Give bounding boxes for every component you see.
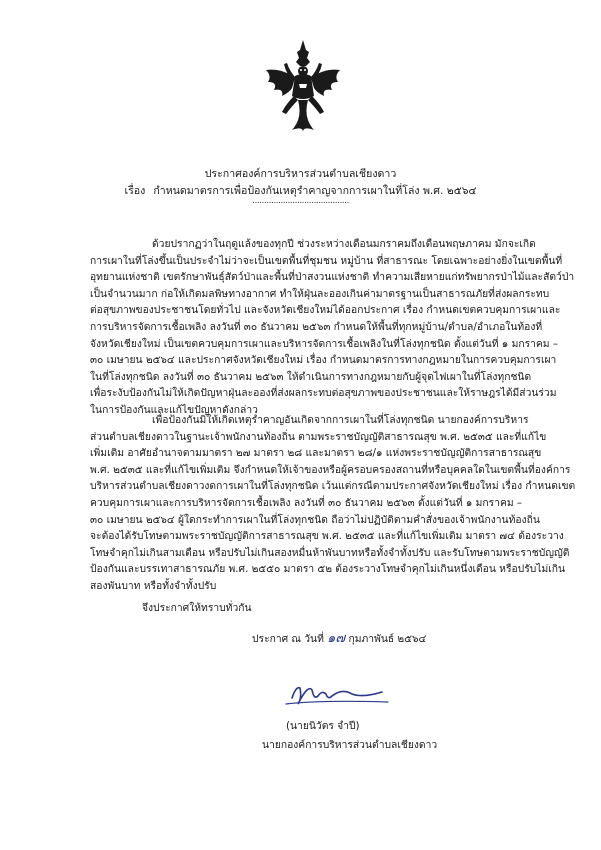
paragraph-line: โทษจำคุกไม่เกินสามเดือน หรือปรับไม่เกินสองหมื่นห้าพันบาทหรือทั้งจำทั้งปรับ และรับโทษตามพระราชบัญญัติ bbox=[90, 546, 570, 559]
paragraph-line: เพื่อป้องกันมิให้เกิดเหตุรำคาญอันเกิดจากการเผาในที่โล่งทุกชนิด นายกองค์การบริหาร bbox=[152, 414, 529, 426]
paragraph-line: เพื่อระงับป้องกันไม่ให้เกิดปัญหาฝุ่นละอองที่ส่งผลกระทบต่อสุขภาพของประชาชนและให้ราษฎรได้มีส่วนร่วม bbox=[90, 387, 557, 400]
paragraph-background bbox=[90, 236, 574, 419]
subject-label: เรื่อง bbox=[124, 185, 146, 197]
paragraph-line: ด้วยปรากฏว่าในฤดูแล้งของทุกปี ช่วงระหว่างเดือนมกราคมถึงเดือนพฤษภาคม มักจะเกิด bbox=[152, 238, 536, 250]
paragraph-line: จังหวัดเชียงใหม่ เป็นเขตควบคุมการเผาและบริหารจัดการเชื้อเพลิงในที่โล่งทุกชนิด ตั้งแต่วันที่ ๑ มกราคม – bbox=[90, 337, 559, 350]
paragraph-line: ป้องกันและบรรเทาสาธารณภัย พ.ศ. ๒๕๕๐ มาตรา ๕๒ ต้องระวางโทษจำคุกไม่เกินหนึ่งเดือน หรือปรับไม่เกิน bbox=[90, 563, 566, 576]
signer-title-text: นายกองค์การบริหารส่วนตำบลเชียงดาว bbox=[262, 739, 438, 751]
paragraph-line: สองพันบาท หรือทั้งจำทั้งปรับ bbox=[90, 579, 217, 592]
closing-statement bbox=[90, 600, 252, 617]
paragraph-measures bbox=[90, 412, 575, 595]
closing-text: จึงประกาศให้ทราบทั่วกัน bbox=[142, 602, 252, 614]
signer-name-text: (นายนิวัตร จำปี) bbox=[286, 720, 360, 732]
paragraph-line: การเผาในที่โล่งขึ้นเป็นประจำไม่ว่าจะเป็นเขตพื้นที่ชุมชน หมู่บ้าน ที่สาธารณะ โดยเฉพาะอย่างยิ่งในเขตพื้นที่ bbox=[90, 254, 563, 267]
paragraph-line: ในการป้องกันและแก้ไขปัญหาดังกล่าว bbox=[90, 403, 258, 416]
title-divider: ......................................... bbox=[252, 196, 349, 206]
paragraph-line: เพิ่มเติม อาศัยอำนาจตามมาตรา ๒๗ มาตรา ๒๘ และมาตรา ๒๘/๑ แห่งพระราชบัญญัติการสาธารณสุข bbox=[90, 447, 542, 460]
dateline-month-year: กุมภาพันธ์ ๒๕๖๔ bbox=[348, 633, 427, 645]
paragraph-line: ส่วนตำบลเชียงดาวในฐานะเจ้าพนักงานท้องถิ่น ตามพระราชบัญญัติสาธารณสุข พ.ศ. ๒๕๓๕ และที่แก้ไข bbox=[90, 430, 547, 443]
paragraph-line: จะต้องได้รับโทษตามพระราชบัญญัติการสาธารณสุข พ.ศ. ๒๕๓๕ และที่แก้ไขเพิ่มเติม มาตรา ๗๔ ต้องระวาง bbox=[90, 530, 564, 543]
document-title bbox=[0, 166, 601, 182]
dateline-day: ๑๗ bbox=[327, 631, 346, 646]
organization-heading: ประกาศองค์การบริหารส่วนตำบลเชียงดาว bbox=[204, 168, 397, 180]
paragraph-line: ในที่โล่งทุกชนิด ลงวันที่ ๓๐ ธันวาคม ๒๕๖๓ ให้ดำเนินการทางกฎหมายกับผู้จุดไฟเผาในที่โล่งทุกชนิด bbox=[90, 370, 532, 383]
paragraph-line: ต่อสุขภาพของประชาชนโดยทั่วไป และจังหวัดเชียงใหม่ได้ออกประกาศ เรื่อง กำหนดเขตควบคุมการเผาและ bbox=[90, 304, 561, 317]
dateline-prefix: ประกาศ ณ วันที่ bbox=[252, 633, 324, 645]
paragraph-line: การบริหารจัดการเชื้อเพลิง ลงวันที่ ๓๐ ธันวาคม ๒๕๖๓ กำหนดให้พื้นที่ทุกหมู่บ้าน/ตำบล/อำเภอในท้องที่ bbox=[90, 320, 543, 333]
paragraph-line: บริหารส่วนตำบลเชียงดาวงดการเผาในที่โล่งทุกชนิด เว้นแต่กรณีตามประกาศจังหวัดเชียงใหม่ เรื่อง กำหนดเขต bbox=[90, 480, 576, 493]
paragraph-line: พ.ศ. ๒๕๓๕ และที่แก้ไขเพิ่มเติม จึงกำหนดให้เจ้าของหรือผู้ครอบครองสถานที่หรือบุคคลใดในเขตพื้นที่องค์การ bbox=[90, 463, 571, 476]
paragraph-line: ๓๐ เมษายน ๒๕๖๔ ผู้ใดกระทำการเผาในที่โล่งทุกชนิด ถือว่าไม่ปฏิบัติตามคำสั่งของเจ้าพนักงานท้องถิ่น bbox=[90, 513, 540, 526]
subject-text: กำหนดมาตรการเพื่อป้องกันเหตุรำคาญจากการเผาในที่โล่ง พ.ศ. ๒๕๖๔ bbox=[153, 185, 477, 197]
handwritten-signature bbox=[282, 676, 392, 712]
paragraph-line: อุทยานแห่งชาติ เขตรักษาพันธุ์สัตว์ป่าและพื้นที่ป่าสงวนแห่งชาติ ทำความเสียหายแก่ทรัพยากรป่าไม้และสัตว์ป่า bbox=[90, 271, 575, 284]
paragraph-line: เป็นจำนวนมาก ก่อให้เกิดมลพิษทางอากาศ ทำให้ฝุ่นละอองเกินค่ามาตรฐานเป็นสาธารณภัยที่ส่งผลกระทบ bbox=[90, 287, 550, 300]
garuda-emblem-icon bbox=[262, 38, 344, 134]
paragraph-line: ควบคุมการเผาและการบริหารจัดการเชื้อเพลิง ลงวันที่ ๓๐ ธันวาคม ๒๕๖๓ ตั้งแต่วันที่ ๑ มกราคม – bbox=[90, 496, 523, 509]
paragraph-line: ๓๐ เมษายน ๒๕๖๔ และประกาศจังหวัดเชียงใหม่ เรื่อง กำหนดมาตรการทางกฎหมายในการควบคุมการเผา bbox=[90, 354, 557, 367]
